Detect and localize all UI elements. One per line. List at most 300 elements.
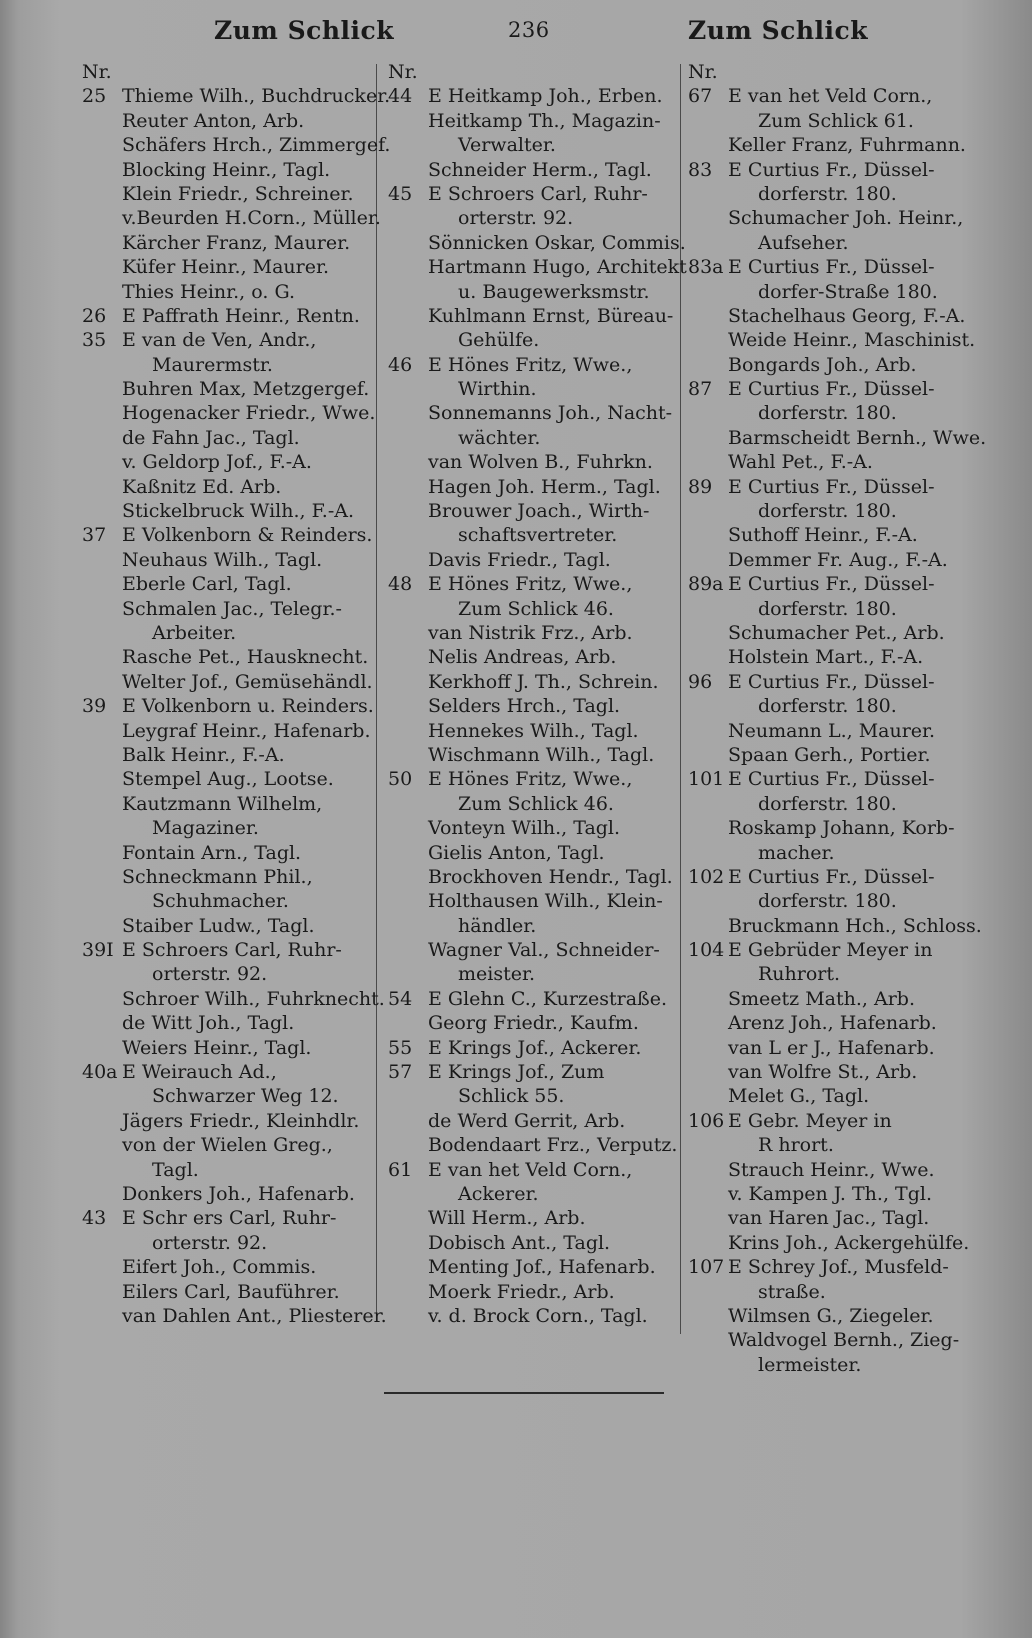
house-number: 102 — [688, 865, 725, 888]
directory-entry-line — [82, 280, 372, 304]
entry-text: E Hönes Fritz, Wwe., — [428, 353, 633, 376]
directory-entry-line — [688, 572, 988, 596]
entry-text: Arbeiter. — [152, 621, 237, 644]
directory-entry-line — [82, 865, 372, 889]
directory-entry-line — [82, 548, 372, 572]
entry-text: Kautzmann Wilhelm, — [122, 792, 323, 815]
entry-text: Magaziner. — [152, 817, 259, 840]
directory-entry-line — [688, 426, 988, 450]
directory-entry-line — [388, 499, 678, 523]
entry-text: Buhren Max, Metzgergef. — [122, 378, 370, 401]
directory-entry-line — [82, 841, 372, 865]
directory-entry-line — [82, 304, 372, 328]
entry-text: orterstr. 92. — [152, 963, 268, 986]
house-number: 46 — [388, 353, 413, 376]
entry-text: Smeetz Math., Arb. — [728, 987, 915, 1010]
directory-entry-line — [388, 377, 678, 401]
entry-text: Wagner Val., Schneider- — [428, 939, 660, 962]
entry-text: Stickelbruck Wilh., F.-A. — [122, 500, 355, 523]
entry-text: Staiber Ludw., Tagl. — [122, 914, 315, 937]
directory-entry-line — [82, 182, 372, 206]
entry-text: Gehülfe. — [458, 329, 540, 352]
column-heading — [82, 60, 372, 84]
entry-text: E Hönes Fritz, Wwe., — [428, 573, 633, 596]
entry-text: E van het Veld Corn., — [728, 85, 933, 108]
directory-entry-line — [688, 1353, 988, 1377]
entry-text: Jägers Friedr., Kleinhdlr. — [122, 1109, 360, 1132]
entry-text: Bruckmann Hch., Schloss. — [728, 914, 982, 937]
directory-entry-line — [688, 1304, 988, 1328]
directory-entry-line — [688, 1231, 988, 1255]
entry-text: Schäfers Hrch., Zimmergef. — [122, 134, 391, 157]
entry-text: Brockhoven Hendr., Tagl. — [428, 865, 673, 888]
entry-text: Zum Schlick 46. — [458, 792, 614, 815]
column-heading — [688, 60, 988, 84]
directory-entry-line — [688, 841, 988, 865]
directory-entry-line — [388, 1084, 678, 1108]
directory-entry-line — [388, 231, 686, 255]
entry-text: Maurermstr. — [152, 353, 273, 376]
entry-text: Thies Heinr., o. G. — [122, 280, 295, 303]
directory-entry-line — [388, 597, 678, 621]
entry-text: Schneider Herm., Tagl. — [428, 158, 652, 181]
entry-text: E Curtius Fr., Düssel- — [728, 573, 935, 596]
column-heading — [388, 60, 678, 84]
entry-text: Schumacher Pet., Arb. — [728, 621, 945, 644]
directory-entry-line — [688, 865, 988, 889]
directory-entry-line — [82, 816, 372, 840]
directory-entry-line — [82, 401, 376, 425]
entry-text: Spaan Gerh., Portier. — [728, 743, 931, 766]
directory-entry-line — [82, 670, 372, 694]
entry-text: Schneckmann Phil., — [122, 865, 313, 888]
entry-text: E Curtius Fr., Düssel- — [728, 670, 935, 693]
house-number: 96 — [688, 670, 713, 693]
entry-text: Arenz Joh., Hafenarb. — [728, 1012, 937, 1035]
directory-entry-line — [82, 1133, 372, 1157]
directory-entry-line — [82, 694, 372, 718]
directory-entry-line — [82, 377, 372, 401]
directory-entry-line — [388, 987, 678, 1011]
end-rule — [384, 1392, 664, 1394]
directory-entry-line — [688, 328, 988, 352]
directory-entry-line — [688, 231, 988, 255]
directory-entry-line — [388, 304, 678, 328]
house-number: 107 — [688, 1256, 725, 1279]
directory-entry-line — [688, 719, 988, 743]
directory-entry-line — [688, 450, 988, 474]
directory-entry-line — [688, 914, 988, 938]
house-number: 39 — [82, 695, 107, 718]
entry-text: Ruhrort. — [758, 963, 841, 986]
entry-text: Schlick 55. — [458, 1085, 565, 1108]
entry-text: Neumann L., Maurer. — [728, 719, 936, 742]
house-number: 54 — [388, 987, 413, 1010]
entry-text: Eifert Joh., Commis. — [122, 1256, 317, 1279]
entry-text: Menting Jof., Hafenarb. — [428, 1256, 656, 1279]
entry-text: Donkers Joh., Hafenarb. — [122, 1182, 355, 1205]
directory-entry-line — [388, 816, 678, 840]
directory-entry-line — [388, 401, 678, 425]
entry-text: E Curtius Fr., Düssel- — [728, 378, 935, 401]
entry-text: E van de Ven, Andr., — [122, 329, 317, 352]
directory-entry-line — [688, 377, 988, 401]
directory-entry-line — [688, 304, 988, 328]
directory-entry-line — [688, 255, 988, 279]
directory-entry-line — [688, 694, 988, 718]
page-number: 236 — [508, 18, 550, 42]
directory-entry-line — [388, 841, 678, 865]
directory-entry-line — [688, 84, 988, 108]
directory-entry-line — [82, 84, 391, 108]
entry-text: Kaßnitz Ed. Arb. — [122, 475, 282, 498]
entry-text: Schwarzer Weg 12. — [152, 1085, 339, 1108]
entry-text: Klein Friedr., Schreiner. — [122, 182, 354, 205]
directory-entry-line — [688, 743, 988, 767]
directory-entry-line — [82, 1084, 372, 1108]
entry-text: Keller Franz, Fuhrmann. — [728, 134, 966, 157]
directory-entry-line — [82, 1304, 387, 1328]
house-number: 39I — [82, 939, 114, 962]
directory-entry-line — [388, 572, 678, 596]
entry-text: v. d. Brock Corn., Tagl. — [428, 1304, 648, 1327]
entry-text: E Schroers Carl, Ruhr- — [122, 939, 342, 962]
entry-text: van Wolven B., Fuhrkn. — [428, 451, 653, 474]
directory-entry-line — [388, 1133, 678, 1157]
directory-entry-line — [388, 84, 678, 108]
directory-entry-line — [688, 401, 988, 425]
directory-entry-line — [688, 1011, 988, 1035]
directory-entry-line — [388, 767, 678, 791]
directory-entry-line — [388, 962, 678, 986]
directory-entry-line — [688, 182, 988, 206]
house-number: 26 — [82, 304, 107, 327]
house-number: 83a — [688, 256, 724, 279]
directory-entry-line — [388, 1182, 678, 1206]
directory-entry-line — [82, 987, 385, 1011]
entry-text: Sönnicken Oskar, Commis. — [428, 231, 686, 254]
house-number: 83 — [688, 158, 713, 181]
entry-text: van Wolfre St., Arb. — [728, 1061, 918, 1084]
house-number: 48 — [388, 573, 413, 596]
house-number: 89a — [688, 573, 724, 596]
directory-entry-line — [388, 621, 678, 645]
entry-text: lermeister. — [758, 1353, 862, 1376]
directory-entry-line — [388, 475, 678, 499]
directory-entry-line — [688, 1133, 988, 1157]
entry-text: E Schroers Carl, Ruhr- — [428, 182, 648, 205]
entry-text: Bodendaart Frz., Verputz. — [428, 1134, 678, 1157]
directory-entry-line — [688, 1060, 988, 1084]
entry-text: dorferstr. 180. — [758, 402, 897, 425]
directory-entry-line — [82, 743, 372, 767]
entry-text: orterstr. 92. — [458, 207, 574, 230]
entry-text: Leygraf Heinr., Hafenarb. — [122, 719, 371, 742]
entry-text: Roskamp Johann, Korb- — [728, 817, 955, 840]
directory-entry-line — [688, 1255, 988, 1279]
directory-entry-line — [82, 719, 372, 743]
directory-entry-line — [82, 158, 372, 182]
directory-entry-line — [688, 1206, 988, 1230]
entry-text: Thieme Wilh., Buchdrucker. — [122, 85, 391, 108]
entry-text: de Fahn Jac., Tagl. — [122, 426, 300, 449]
entry-text: E Krings Jof., Zum — [428, 1061, 605, 1084]
house-number: 40a — [82, 1061, 118, 1084]
directory-entry-line — [388, 694, 678, 718]
entry-text: Brouwer Joach., Wirth- — [428, 500, 650, 523]
entry-text: Zum Schlick 46. — [458, 597, 614, 620]
directory-entry-line — [688, 206, 988, 230]
directory-entry-line — [688, 889, 988, 913]
entry-text: Wischmann Wilh., Tagl. — [428, 743, 655, 766]
column-heading-label: Nr. — [388, 61, 418, 83]
entry-text: Krins Joh., Ackergehülfe. — [728, 1231, 970, 1254]
entry-text: E van het Veld Corn., — [428, 1158, 633, 1181]
entry-text: dorferstr. 180. — [758, 597, 897, 620]
directory-entry-line — [82, 1011, 372, 1035]
directory-entry-line — [388, 719, 678, 743]
directory-entry-line — [388, 670, 678, 694]
directory-entry-line — [82, 1231, 372, 1255]
directory-entry-line — [388, 1060, 678, 1084]
entry-text: v. Kampen J. Th., Tgl. — [728, 1182, 932, 1205]
directory-entry-line — [688, 1084, 988, 1108]
directory-entry-line — [388, 255, 687, 279]
entry-text: Wahl Pet., F.-A. — [728, 451, 873, 474]
entry-text: dorferstr. 180. — [758, 792, 897, 815]
column-heading-label: Nr. — [82, 61, 112, 83]
entry-text: Küfer Heinr., Maurer. — [122, 256, 330, 279]
entry-text: Nelis Andreas, Arb. — [428, 646, 617, 669]
entry-text: Tagl. — [152, 1158, 199, 1181]
entry-text: Strauch Heinr., Wwe. — [728, 1158, 935, 1181]
directory-entry-line — [388, 1158, 678, 1182]
directory-entry-line — [688, 109, 988, 133]
directory-entry-line — [688, 670, 988, 694]
directory-entry-line — [388, 1280, 678, 1304]
column-1 — [82, 60, 391, 1328]
house-number: 67 — [688, 85, 713, 108]
entry-text: van Haren Jac., Tagl. — [728, 1207, 930, 1230]
directory-entry-line — [82, 450, 372, 474]
entry-text: dorferstr. 180. — [758, 890, 897, 913]
running-head-right: Zum Schlick — [688, 16, 869, 45]
directory-entry-line — [688, 1182, 988, 1206]
entry-text: Aufseher. — [758, 231, 849, 254]
entry-text: E Curtius Fr., Düssel- — [728, 475, 935, 498]
entry-text: Fontain Arn., Tagl. — [122, 841, 302, 864]
directory-entry-line — [82, 621, 372, 645]
directory-entry-line — [688, 816, 988, 840]
entry-text: Gielis Anton, Tagl. — [428, 841, 605, 864]
house-number: 45 — [388, 182, 413, 205]
entry-text: Hagen Joh. Herm., Tagl. — [428, 475, 661, 498]
entry-text: händler. — [458, 914, 537, 937]
entry-text: Neuhaus Wilh., Tagl. — [122, 548, 323, 571]
entry-text: Heitkamp Th., Magazin- — [428, 109, 661, 132]
entry-text: E Curtius Fr., Düssel- — [728, 865, 935, 888]
entry-text: v.Beurden H.Corn., Müller. — [122, 207, 381, 230]
directory-entry-line — [688, 962, 988, 986]
directory-entry-line — [388, 1255, 678, 1279]
house-number: 87 — [688, 378, 713, 401]
directory-entry-line — [388, 523, 678, 547]
entry-text: v. Geldorp Jof., F.-A. — [122, 451, 312, 474]
column-heading-label: Nr. — [688, 61, 718, 83]
directory-entry-line — [388, 133, 678, 157]
entry-text: van L er J., Hafenarb. — [728, 1036, 935, 1059]
directory-entry-line — [82, 523, 372, 547]
directory-entry-line — [82, 1255, 372, 1279]
directory-entry-line — [688, 767, 988, 791]
entry-text: Bongards Joh., Arb. — [728, 353, 917, 376]
directory-entry-line — [82, 1182, 372, 1206]
entry-text: dorferstr. 180. — [758, 500, 897, 523]
entry-text: Selders Hrch., Tagl. — [428, 695, 621, 718]
directory-entry-line — [82, 1206, 372, 1230]
directory-entry-line — [388, 792, 678, 816]
entry-text: Balk Heinr., F.-A. — [122, 743, 285, 766]
entry-text: Holthausen Wilh., Klein- — [428, 890, 663, 913]
entry-text: Stempel Aug., Lootse. — [122, 768, 334, 791]
directory-entry-line — [688, 938, 988, 962]
entry-text: E Gebrüder Meyer in — [728, 939, 933, 962]
directory-entry-line — [688, 158, 988, 182]
entry-text: Schroer Wilh., Fuhrknecht. — [122, 987, 385, 1010]
directory-entry-line — [688, 792, 988, 816]
house-number: 37 — [82, 524, 107, 547]
entry-text: Hartmann Hugo, Architekt — [428, 256, 687, 279]
house-number: 50 — [388, 768, 413, 791]
directory-entry-line — [82, 1109, 372, 1133]
house-number: 61 — [388, 1158, 413, 1181]
entry-text: Verwalter. — [458, 134, 556, 157]
entry-text: Dobisch Ant., Tagl. — [428, 1231, 611, 1254]
directory-entry-line — [82, 1036, 372, 1060]
directory-entry-line — [82, 206, 381, 230]
entry-text: Kerkhoff J. Th., Schrein. — [428, 670, 659, 693]
entry-text: de Witt Joh., Tagl. — [122, 1012, 295, 1035]
entry-text: E Schrey Jof., Musfeld- — [728, 1256, 949, 1279]
entry-text: Weiers Heinr., Tagl. — [122, 1036, 312, 1059]
house-number: 104 — [688, 939, 725, 962]
entry-text: Kuhlmann Ernst, Büreau- — [428, 304, 674, 327]
directory-entry-line — [688, 1109, 988, 1133]
entry-text: Vonteyn Wilh., Tagl. — [428, 817, 621, 840]
directory-entry-line — [388, 182, 678, 206]
directory-entry-line — [388, 548, 678, 572]
house-number: 106 — [688, 1109, 725, 1132]
directory-entry-line — [82, 499, 372, 523]
directory-entry-line — [688, 548, 988, 572]
directory-entry-line — [688, 621, 988, 645]
directory-entry-line — [388, 938, 678, 962]
house-number: 57 — [388, 1061, 413, 1084]
directory-entry-line — [688, 353, 988, 377]
running-head-left: Zum Schlick — [214, 16, 395, 45]
directory-entry-line — [82, 133, 391, 157]
directory-entry-line — [82, 914, 372, 938]
entry-text: Waldvogel Bernh., Zieg- — [728, 1329, 960, 1352]
directory-entry-line — [388, 1011, 678, 1035]
entry-text: orterstr. 92. — [152, 1231, 268, 1254]
directory-entry-line — [388, 645, 678, 669]
entry-text: dorferstr. 180. — [758, 695, 897, 718]
entry-text: E Heitkamp Joh., Erben. — [428, 85, 663, 108]
entry-text: Hennekes Wilh., Tagl. — [428, 719, 639, 742]
directory-entry-line — [388, 1109, 678, 1133]
column-3 — [688, 60, 988, 1377]
directory-entry-line — [82, 475, 372, 499]
directory-entry-line — [388, 280, 678, 304]
directory-entry-line — [82, 426, 372, 450]
entry-text: Barmscheidt Bernh., Wwe. — [728, 426, 987, 449]
entry-text: Welter Jof., Gemüsehändl. — [122, 670, 373, 693]
directory-entry-line — [688, 645, 988, 669]
entry-text: Schumacher Joh. Heinr., — [728, 207, 964, 230]
house-number: 25 — [82, 85, 107, 108]
house-number: 35 — [82, 329, 107, 352]
entry-text: Moerk Friedr., Arb. — [428, 1280, 615, 1303]
directory-entry-line — [82, 792, 372, 816]
entry-text: dorfer-Straße 180. — [758, 280, 938, 303]
directory-entry-line — [688, 1036, 988, 1060]
house-number: 44 — [388, 85, 413, 108]
directory-entry-line — [388, 743, 678, 767]
entry-text: Schuhmacher. — [152, 890, 289, 913]
directory-entry-line — [688, 133, 988, 157]
directory-entry-line — [82, 938, 372, 962]
entry-text: Melet G., Tagl. — [728, 1085, 870, 1108]
entry-text: Stachelhaus Georg, F.-A. — [728, 304, 966, 327]
directory-entry-line — [688, 280, 988, 304]
column-divider-1 — [376, 64, 377, 1314]
entry-text: E Krings Jof., Ackerer. — [428, 1036, 642, 1059]
directory-entry-line — [688, 1328, 988, 1352]
directory-entry-line — [388, 1206, 678, 1230]
house-number: 43 — [82, 1207, 107, 1230]
entry-text: E Curtius Fr., Düssel- — [728, 158, 935, 181]
directory-entry-line — [388, 206, 678, 230]
directory-entry-line — [388, 1231, 678, 1255]
entry-text: schaftsvertreter. — [458, 524, 618, 547]
entry-text: wächter. — [458, 426, 541, 449]
directory-entry-line — [82, 255, 372, 279]
entry-text: Davis Friedr., Tagl. — [428, 548, 611, 571]
directory-entry-line — [388, 1036, 678, 1060]
entry-text: macher. — [758, 841, 835, 864]
directory-entry-line — [688, 1280, 988, 1304]
directory-entry-line — [388, 865, 678, 889]
directory-entry-line — [82, 328, 372, 352]
directory-entry-line — [388, 158, 678, 182]
directory-entry-line — [82, 231, 372, 255]
directory-entry-line — [388, 889, 678, 913]
entry-text: Reuter Anton, Arb. — [122, 109, 305, 132]
entry-text: Zum Schlick 61. — [758, 109, 914, 132]
directory-entry-line — [388, 450, 678, 474]
entry-text: Rasche Pet., Hausknecht. — [122, 646, 369, 669]
entry-text: Georg Friedr., Kaufm. — [428, 1012, 639, 1035]
entry-text: van Dahlen Ant., Pliesterer. — [122, 1304, 387, 1327]
directory-entry-line — [388, 914, 678, 938]
entry-text: E Hönes Fritz, Wwe., — [428, 768, 633, 791]
directory-entry-line — [688, 523, 988, 547]
directory-entry-line — [82, 889, 372, 913]
entry-text: Ackerer. — [458, 1182, 539, 1205]
entry-text: Suthoff Heinr., F.-A. — [728, 524, 918, 547]
entry-text: E Paffrath Heinr., Rentn. — [122, 304, 360, 327]
